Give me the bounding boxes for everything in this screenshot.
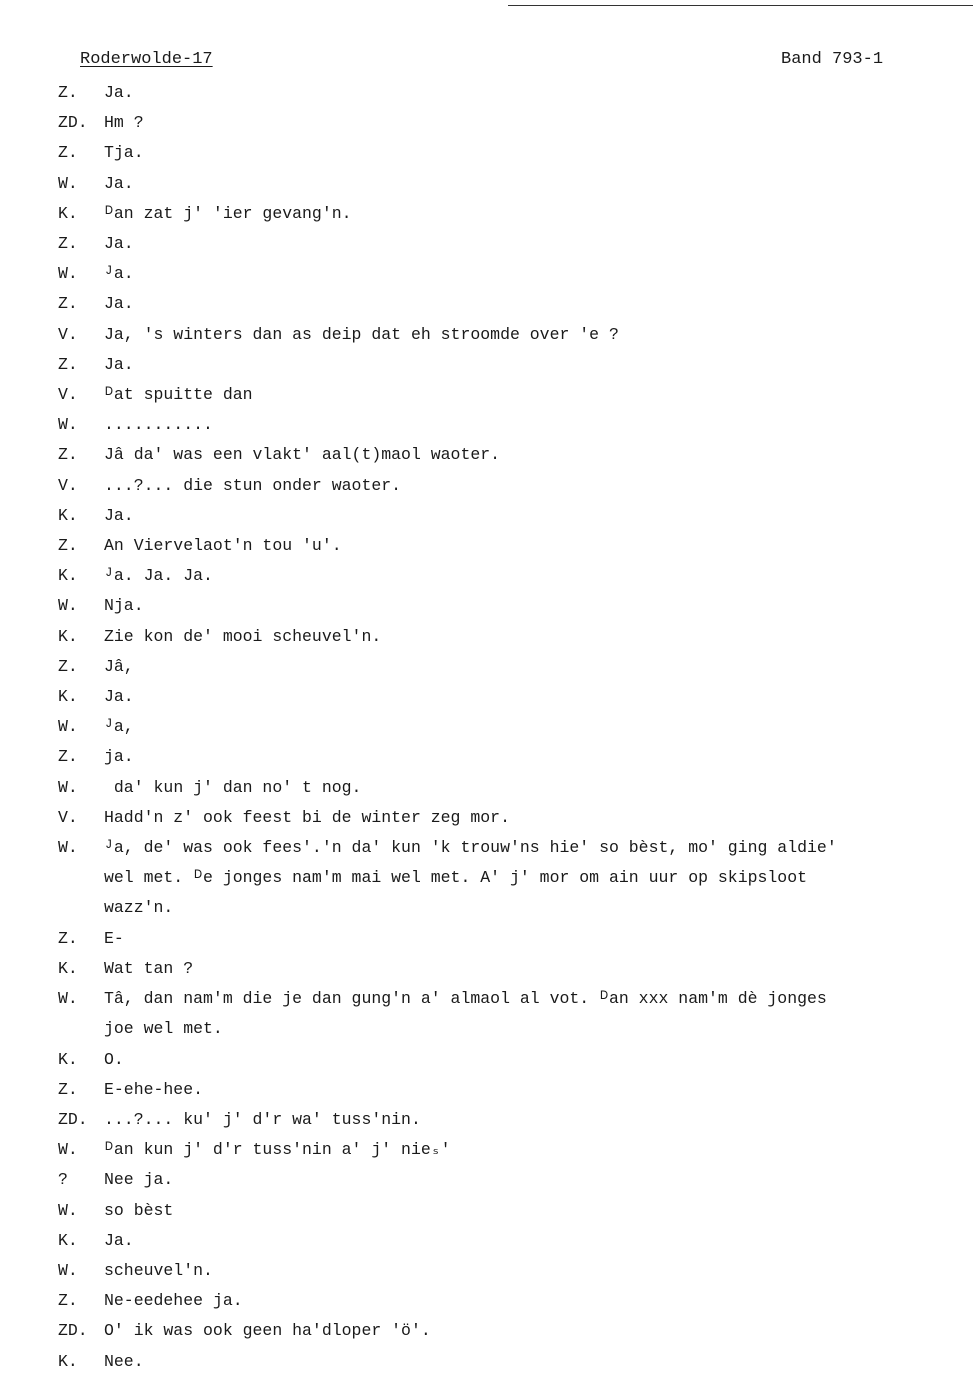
- utterance-text: Ja.: [104, 687, 134, 707]
- utterance-text: Tâ, dan nam'm die je dan gung'n a' almaol al vot. ᴰan xxx nam'm dè jonges: [104, 989, 827, 1009]
- utterance-text: da' kun j' dan no' t nog.: [104, 777, 362, 797]
- transcript-line: [58, 954, 928, 984]
- utterance-text: ja.: [104, 747, 134, 767]
- speaker-label: ZD.: [58, 113, 88, 133]
- speaker-label: ?: [58, 1170, 68, 1190]
- utterance-text: ᴰan zat j' 'ier gevang'n.: [104, 203, 352, 223]
- transcript-line: [58, 1256, 928, 1286]
- speaker-label: W.: [58, 596, 78, 616]
- speaker-label: K.: [58, 203, 78, 223]
- transcript-line: [58, 1045, 928, 1075]
- transcript-line: [58, 471, 928, 501]
- utterance-text: scheuvel'n.: [104, 1260, 213, 1280]
- transcript-line: [58, 682, 928, 712]
- speaker-label: V.: [58, 475, 78, 495]
- utterance-text: An Viervelaot'n tou 'u'.: [104, 536, 342, 556]
- utterance-text: Hadd'n z' ook feest bi de winter zeg mor.: [104, 807, 510, 827]
- utterance-text: Ja.: [104, 294, 134, 314]
- speaker-label: W.: [58, 1260, 78, 1280]
- transcript-line: [58, 1316, 928, 1346]
- speaker-label: Z.: [58, 294, 78, 314]
- speaker-label: K.: [58, 958, 78, 978]
- speaker-label: K.: [58, 505, 78, 525]
- transcript-line: [58, 803, 928, 833]
- transcript-line: [58, 561, 928, 591]
- transcript-line: [58, 380, 928, 410]
- transcript-line: [58, 1165, 928, 1195]
- speaker-label: V.: [58, 807, 78, 827]
- speaker-label: ZD.: [58, 1109, 88, 1129]
- transcript-line: [58, 1075, 928, 1105]
- utterance-text: Jâ da' was een vlakt' aal(t)maol waoter.: [104, 445, 501, 465]
- speaker-label: W.: [58, 717, 78, 737]
- speaker-label: W.: [58, 1140, 78, 1160]
- transcript-line: [58, 229, 928, 259]
- speaker-label: Z.: [58, 445, 78, 465]
- utterance-text: Ja, 's winters dan as deip dat eh stroomde over 'e ?: [104, 324, 619, 344]
- speaker-label: [58, 893, 104, 923]
- speaker-label: K.: [58, 626, 78, 646]
- speaker-label: Z.: [58, 656, 78, 676]
- utterance-text: wel met. ᴰe jonges nam'm mai wel met. A' j' mor om ain uur op skipsloot: [104, 868, 808, 888]
- transcript-line: [58, 350, 928, 380]
- utterance-text: Ja.: [104, 83, 134, 102]
- transcript-line: [58, 863, 928, 893]
- speaker-label: Z.: [58, 747, 78, 767]
- utterance-text: ᴶa.: [104, 264, 134, 284]
- utterance-text: so bèst: [104, 1200, 174, 1220]
- utterance-text: Ja.: [104, 234, 134, 254]
- transcript-line: [58, 652, 928, 682]
- utterance-text: E-ehe-hee.: [104, 1079, 204, 1099]
- page-title: Roderwolde-17: [80, 50, 213, 69]
- transcript-line: [58, 78, 928, 108]
- speaker-label: K.: [58, 566, 78, 586]
- transcript-line: [58, 893, 928, 923]
- transcript-line: [58, 1105, 928, 1135]
- transcript-line: [58, 199, 928, 229]
- speaker-label: ZD.: [58, 1321, 88, 1341]
- speaker-label: W.: [58, 173, 78, 193]
- band-number: Band 793-1: [781, 50, 884, 69]
- speaker-label: Z.: [58, 234, 78, 254]
- speaker-label: Z.: [58, 1079, 78, 1099]
- utterance-text: wazz'n.: [104, 898, 174, 918]
- transcript-line: [58, 591, 928, 621]
- transcript-line: [58, 1347, 928, 1377]
- speaker-label: W.: [58, 415, 78, 435]
- speaker-label: W.: [58, 777, 78, 797]
- speaker-label: Z.: [58, 354, 78, 374]
- utterance-text: Zie kon de' mooi scheuvel'n.: [104, 626, 382, 646]
- transcript-line: [58, 1226, 928, 1256]
- speaker-label: Z.: [58, 928, 78, 948]
- transcript-line: [58, 712, 928, 742]
- transcript-line: [58, 1196, 928, 1226]
- transcript-line: [58, 773, 928, 803]
- speaker-label: K.: [58, 1230, 78, 1250]
- utterance-text: Ja.: [104, 1230, 134, 1250]
- utterance-text: ᴶa. Ja. Ja.: [104, 566, 213, 586]
- utterance-text: joe wel met.: [104, 1019, 223, 1039]
- utterance-text: O.: [104, 1049, 124, 1069]
- utterance-text: Nja.: [104, 596, 144, 616]
- transcript-line: [58, 169, 928, 199]
- speaker-label: W.: [58, 989, 78, 1009]
- utterance-text: Jâ,: [104, 656, 134, 676]
- speaker-label: [58, 863, 104, 893]
- speaker-label: V.: [58, 324, 78, 344]
- utterance-text: E-: [104, 928, 124, 948]
- transcript-line: [58, 289, 928, 319]
- speaker-label: Z.: [58, 536, 78, 556]
- utterance-text: ᴰat spuitte dan: [104, 385, 253, 405]
- utterance-text: ...?... die stun onder waoter.: [104, 475, 402, 495]
- speaker-label: K.: [58, 687, 78, 707]
- utterance-text: O' ik was ook geen ha'dloper 'ö'.: [104, 1321, 431, 1341]
- speaker-label: Z.: [58, 1291, 78, 1311]
- utterance-text: ᴶa,: [104, 717, 134, 737]
- transcript: [58, 78, 928, 1377]
- transcript-line: [58, 138, 928, 168]
- transcript-line: [58, 1014, 928, 1044]
- utterance-text: Ne-eedehee ja.: [104, 1291, 243, 1311]
- speaker-label: K.: [58, 1049, 78, 1069]
- transcript-line: [58, 833, 928, 863]
- speaker-label: W.: [58, 264, 78, 284]
- transcript-line: [58, 984, 928, 1014]
- speaker-label: [58, 1014, 104, 1044]
- transcript-line: [58, 501, 928, 531]
- utterance-text: Nee ja.: [104, 1170, 174, 1190]
- utterance-text: Ja.: [104, 354, 134, 374]
- transcript-line: [58, 320, 928, 350]
- transcript-line: [58, 1286, 928, 1316]
- speaker-label: W.: [58, 1200, 78, 1220]
- top-rule: [508, 5, 973, 6]
- speaker-label: Z.: [58, 83, 78, 102]
- transcript-line: [58, 259, 928, 289]
- transcript-line: [58, 410, 928, 440]
- transcript-line: [58, 108, 928, 138]
- utterance-text: Nee.: [104, 1351, 144, 1371]
- transcript-line: [58, 531, 928, 561]
- utterance-text: Ja.: [104, 505, 134, 525]
- utterance-text: ...........: [104, 415, 213, 435]
- utterance-text: Tja.: [104, 143, 144, 163]
- speaker-label: V.: [58, 385, 78, 405]
- transcript-line: [58, 924, 928, 954]
- utterance-text: ...?... ku' j' d'r wa' tuss'nin.: [104, 1109, 421, 1129]
- utterance-text: Wat tan ?: [104, 958, 194, 978]
- utterance-text: ᴶa, de' was ook fees'.'n da' kun 'k trouw'ns hie' so bèst, mo' ging aldie': [104, 838, 837, 858]
- utterance-text: Hm ?: [104, 113, 144, 133]
- transcript-line: [58, 1135, 928, 1165]
- transcript-line: [58, 440, 928, 470]
- speaker-label: K.: [58, 1351, 78, 1371]
- speaker-label: Z.: [58, 143, 78, 163]
- speaker-label: W.: [58, 838, 78, 858]
- utterance-text: ᴰan kun j' d'r tuss'nin a' j' nieₛ': [104, 1140, 451, 1160]
- utterance-text: Ja.: [104, 173, 134, 193]
- transcript-line: [58, 742, 928, 772]
- transcript-line: [58, 622, 928, 652]
